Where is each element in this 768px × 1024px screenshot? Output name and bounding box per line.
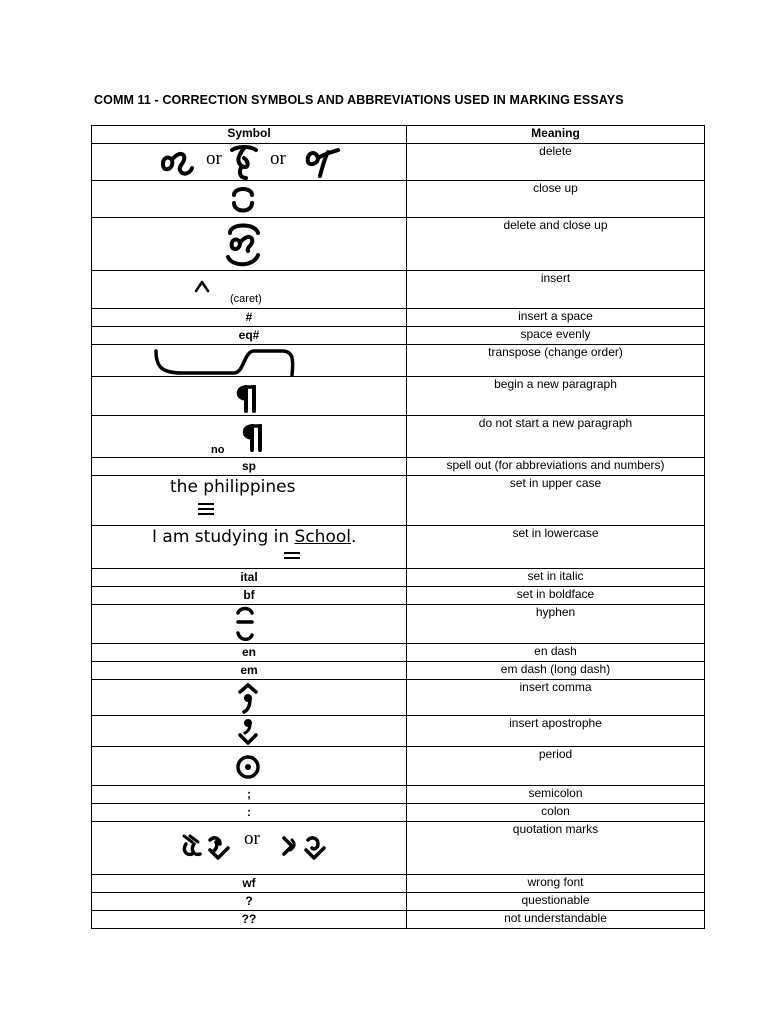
table-row — [92, 662, 705, 680]
meaning-cell: delete — [407, 144, 705, 181]
symbol-cell — [92, 587, 407, 605]
close-up-icon — [92, 181, 406, 217]
table-row — [92, 605, 705, 644]
symbol-text: ; — [247, 787, 251, 801]
symbol-cell — [92, 662, 407, 680]
table-row — [92, 377, 705, 416]
table-row — [92, 476, 705, 526]
symbol-cell — [92, 804, 407, 822]
symbol-cell — [92, 716, 407, 747]
or-label: or — [270, 148, 286, 169]
meaning-cell: em dash (long dash) — [407, 662, 705, 680]
symbol-cell — [92, 786, 407, 804]
meaning-cell: period — [407, 747, 705, 786]
table-row — [92, 309, 705, 327]
hyphen-icon — [92, 605, 406, 643]
no-prefix: no — [211, 444, 225, 456]
meaning-cell: do not start a new paragraph — [407, 416, 705, 458]
meaning-cell: hyphen — [407, 605, 705, 644]
symbol-text: sp — [241, 459, 256, 473]
table-row — [92, 181, 705, 218]
symbol-text: ? — [245, 894, 253, 908]
document-title: COMM 11 - CORRECTION SYMBOLS AND ABBREVIATIONS USED IN MARKING ESSAYS — [94, 93, 624, 107]
symbol-text: eq# — [238, 328, 260, 342]
transpose-icon — [92, 345, 406, 376]
meaning-cell: set in italic — [407, 569, 705, 587]
table-row — [92, 786, 705, 804]
symbol-cell — [92, 911, 407, 929]
symbol-cell — [92, 822, 407, 875]
symbol-text: wf — [242, 876, 256, 890]
symbol-cell — [92, 893, 407, 911]
insert-comma-icon — [92, 680, 406, 715]
meaning-cell: semicolon — [407, 786, 705, 804]
table-row — [92, 716, 705, 747]
delete-marks-icon — [92, 144, 406, 180]
table-row — [92, 569, 705, 587]
table-row — [92, 804, 705, 822]
triple-underline-icon — [92, 476, 406, 525]
symbol-cell — [92, 327, 407, 345]
meaning-cell: set in boldface — [407, 587, 705, 605]
meaning-cell: quotation marks — [407, 822, 705, 875]
sample-text-marked: School — [294, 527, 351, 547]
symbol-cell — [92, 309, 407, 327]
meaning-cell: questionable — [407, 893, 705, 911]
symbol-cell — [92, 416, 407, 458]
meaning-cell: not understandable — [407, 911, 705, 929]
symbol-text: ital — [240, 570, 258, 584]
double-underline-icon — [92, 526, 406, 568]
meaning-column-header: Meaning — [407, 126, 705, 144]
symbol-text: en — [241, 645, 256, 659]
symbol-cell — [92, 345, 407, 377]
symbol-text: bf — [243, 588, 255, 602]
table-row — [92, 526, 705, 569]
correction-symbols-table — [91, 125, 705, 929]
symbol-text: ?? — [241, 912, 257, 926]
meaning-cell: insert — [407, 271, 705, 309]
symbol-text: em — [240, 663, 258, 677]
symbol-cell — [92, 875, 407, 893]
table-row — [92, 875, 705, 893]
table-row — [92, 644, 705, 662]
table-row — [92, 587, 705, 605]
period-icon — [92, 747, 406, 785]
table-row — [92, 416, 705, 458]
symbol-cell — [92, 476, 407, 526]
paragraph-icon — [92, 377, 406, 415]
symbol-cell — [92, 605, 407, 644]
symbol-cell — [92, 458, 407, 476]
table-row — [92, 345, 705, 377]
symbol-cell — [92, 747, 407, 786]
symbol-cell — [92, 569, 407, 587]
meaning-cell: space evenly — [407, 327, 705, 345]
symbol-cell — [92, 271, 407, 309]
meaning-cell: set in upper case — [407, 476, 705, 526]
meaning-cell: insert apostrophe — [407, 716, 705, 747]
sample-text-before: I am studying in — [152, 527, 295, 547]
meaning-cell: insert comma — [407, 680, 705, 716]
meaning-cell: insert a space — [407, 309, 705, 327]
meaning-cell: close up — [407, 181, 705, 218]
symbol-cell — [92, 526, 407, 569]
delete-and-close-up-icon — [92, 218, 406, 270]
caret-note: (caret) — [230, 293, 262, 305]
sample-text: the philippines — [170, 477, 296, 497]
table-header-row — [92, 126, 705, 144]
symbol-cell — [92, 218, 407, 271]
meaning-cell: delete and close up — [407, 218, 705, 271]
sample-text-after: . — [350, 527, 357, 547]
table-row — [92, 680, 705, 716]
or-label: or — [244, 828, 260, 849]
symbol-text: : — [247, 805, 251, 819]
table-row — [92, 271, 705, 309]
table-row — [92, 747, 705, 786]
symbol-text: # — [245, 310, 253, 324]
symbol-cell — [92, 181, 407, 218]
meaning-cell: wrong font — [407, 875, 705, 893]
meaning-cell: en dash — [407, 644, 705, 662]
quotation-marks-icon — [92, 822, 406, 874]
table-row — [92, 218, 705, 271]
table-row — [92, 458, 705, 476]
meaning-cell: spell out (for abbreviations and numbers) — [407, 458, 705, 476]
symbol-cell — [92, 644, 407, 662]
table-row — [92, 893, 705, 911]
insert-apostrophe-icon — [92, 716, 406, 746]
table-row — [92, 327, 705, 345]
meaning-cell: begin a new paragraph — [407, 377, 705, 416]
table-row — [92, 911, 705, 929]
meaning-cell: set in lowercase — [407, 526, 705, 569]
meaning-cell: colon — [407, 804, 705, 822]
symbol-cell — [92, 377, 407, 416]
meaning-cell: transpose (change order) — [407, 345, 705, 377]
table-row — [92, 144, 705, 181]
table-row — [92, 822, 705, 875]
or-label: or — [206, 148, 222, 169]
symbol-column-header: Symbol — [92, 126, 407, 144]
symbol-cell — [92, 680, 407, 716]
no-paragraph-icon — [92, 416, 406, 457]
symbol-cell — [92, 144, 407, 181]
